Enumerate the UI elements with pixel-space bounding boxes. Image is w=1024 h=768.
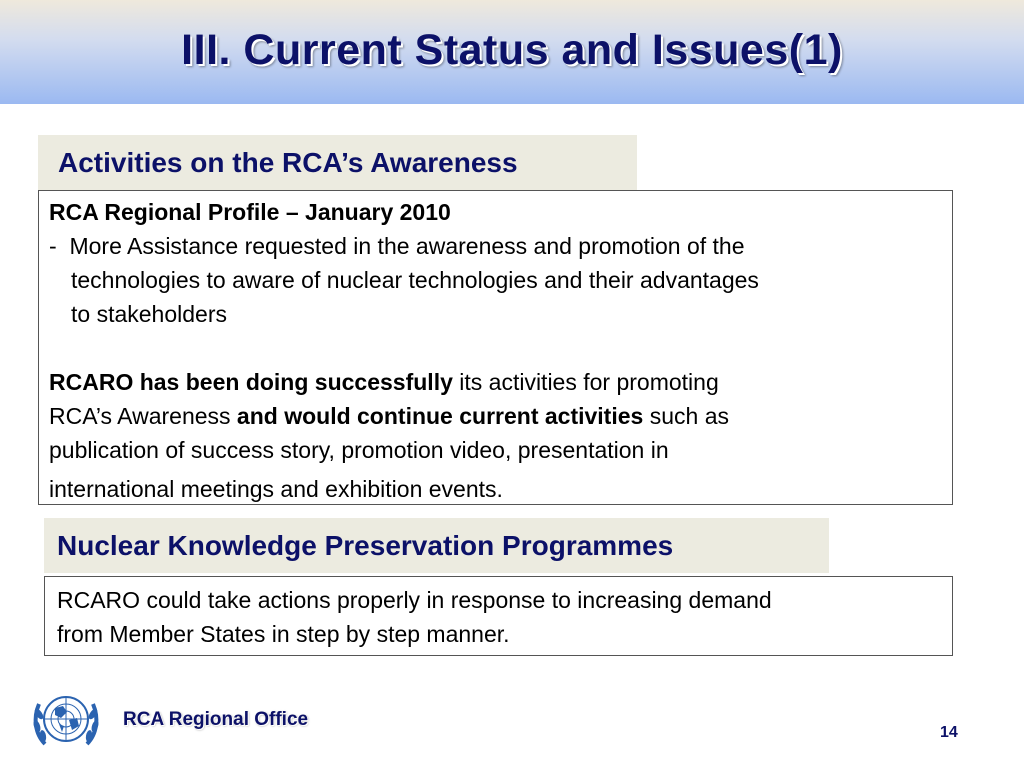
paragraph-line-2 [49,399,944,433]
footer-org-name: RCA Regional Office [123,709,309,730]
nkp-content-box [44,576,953,656]
section-heading-nkp: Nuclear Knowledge Preservation Programmes [44,518,829,573]
page-number: 14 [940,724,958,741]
awareness-content-box [38,190,953,505]
paragraph-text-3: such as [643,403,729,429]
paragraph-text-2: RCA’s Awareness [49,403,237,429]
paragraph-line-3: publication of success story, promotion video, presentation in [49,437,669,463]
profile-heading: RCA Regional Profile – January 2010 [49,199,451,225]
bullet-item [49,229,944,263]
paragraph-line-1 [49,365,944,399]
paragraph-text-1: its activities for promoting [452,369,719,395]
bullet-line-2: technologies to aware of nuclear technologies and their advantages [71,267,759,293]
paragraph-bold-1: RCARO has been doing successfully [49,369,453,395]
nkp-line-2: from Member States in step by step manner. [57,621,510,647]
bullet-line-1: More Assistance requested in the awareness and promotion of the [69,233,745,259]
section-heading-awareness: Activities on the RCA’s Awareness [38,135,637,190]
bullet-line-3: to stakeholders [71,301,227,327]
slide-title: III. Current Status and Issues(1) [181,26,843,74]
nkp-line-1: RCARO could take actions properly in response to increasing demand [57,587,772,613]
paragraph-line-4: international meetings and exhibition events. [49,476,503,502]
bullet-dash: - [49,233,57,259]
un-emblem-icon [31,688,101,750]
paragraph-gap [49,331,944,365]
paragraph-bold-2: and would continue current activities [236,403,644,429]
